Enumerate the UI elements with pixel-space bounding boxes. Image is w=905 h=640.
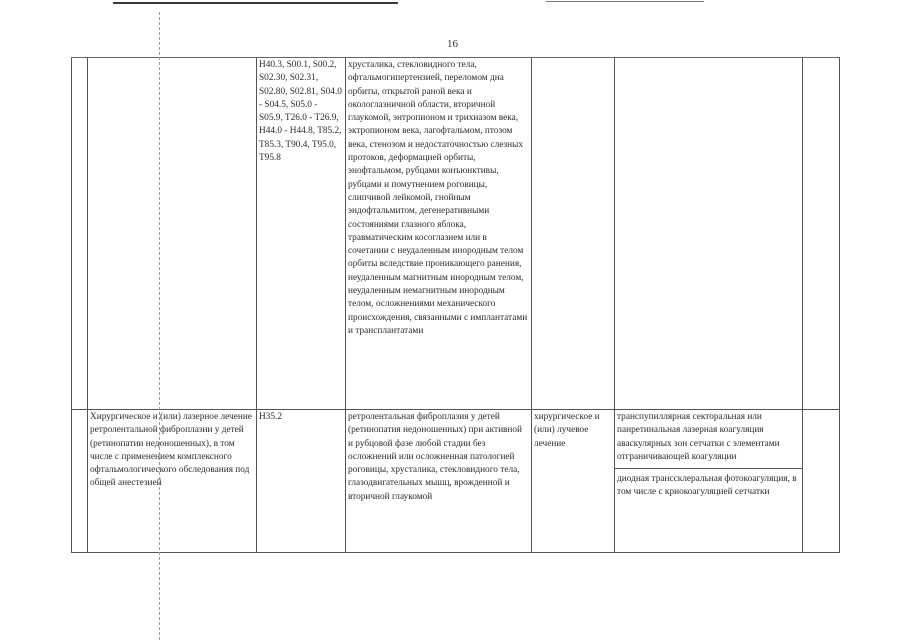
- table-row: [72, 410, 840, 553]
- medical-care-table: [71, 57, 840, 553]
- treatment-method-1: транспупиллярная секторальная или панретинальная лазерная коагуляция аваскулярных зон сетчатки с элементами отграничивающей коагуляции: [615, 411, 802, 469]
- table-cell-cost: [803, 58, 840, 410]
- header-rule-right: [546, 1, 704, 2]
- table-row: [72, 58, 840, 410]
- table-cell-patient-model: ретролентальная фиброплазия у детей (ретинопатия недоношенных) при активной и рубцовой фазе любой стадии без осложнений или осложненная патологией роговицы, хрусталика, стекловидного тела, глазодвигательных мышц, врожденной и вторичной глаукомой: [346, 410, 532, 553]
- table-cell-care-type: Хирургическое и (или) лазерное лечение ретролентальной фиброплазии у детей (ретинопатии недоношенных), в том числе с применением комплексного офтальмологического обследования под общей анестезией: [88, 410, 257, 553]
- page-number: 16: [447, 38, 458, 50]
- table-cell-care-type: [88, 58, 257, 410]
- table-cell-icd-codes: H35.2: [257, 410, 346, 553]
- table-cell-icd-codes: H40.3, S00.1, S00.2, S02.30, S02.31, S02.80, S02.81, S04.0 - S04.5, S05.0 - S05.9, T26.0 - T26.9, H44.0 - H44.8, T85.2, T85.3, T90.4, T95.0, T95.8: [257, 58, 346, 410]
- table-cell-index: [72, 410, 88, 553]
- table-cell-treatment-type: [532, 58, 615, 410]
- table-cell-cost: [803, 410, 840, 553]
- header-rule-left: [113, 2, 398, 4]
- table-cell-treatment-method: [615, 58, 803, 410]
- table-cell-treatment-method: [615, 410, 803, 553]
- table-cell-treatment-type: хирургическое и (или) лучевое лечение: [532, 410, 615, 553]
- scan-fold-line: [159, 12, 160, 640]
- table-cell-patient-model: хрусталика, стекловидного тела, офтальмогипертензией, переломом дна орбиты, открытой раной века и окологлазничной области, вторичной глаукомой, энтропионом и трихиазом века, эктропионом века, лагофтальмом, птозом века, стенозом и недостаточностью слезных протоков, деформацией орбиты, энофтальмом, рубцами конъюнктивы, рубцами и помутнением роговицы, слипчивой лейкомой, гнойным эндофтальмитом, дегенеративными состояниями глазного яблока, травматическим косоглазием или в сочетании с неудаленным инородным телом орбиты вследствие проникающего ранения, неудаленным магнитным инородным телом, неудаленным немагнитным инородным телом, осложнениями механического происхождения, связанными с имплантатами и трансплантатами: [346, 58, 532, 410]
- treatment-method-2: диодная транссклеральная фотокоагуляция, в том числе с криокоагуляцией сетчатки: [617, 474, 797, 498]
- table-cell-index: [72, 58, 88, 410]
